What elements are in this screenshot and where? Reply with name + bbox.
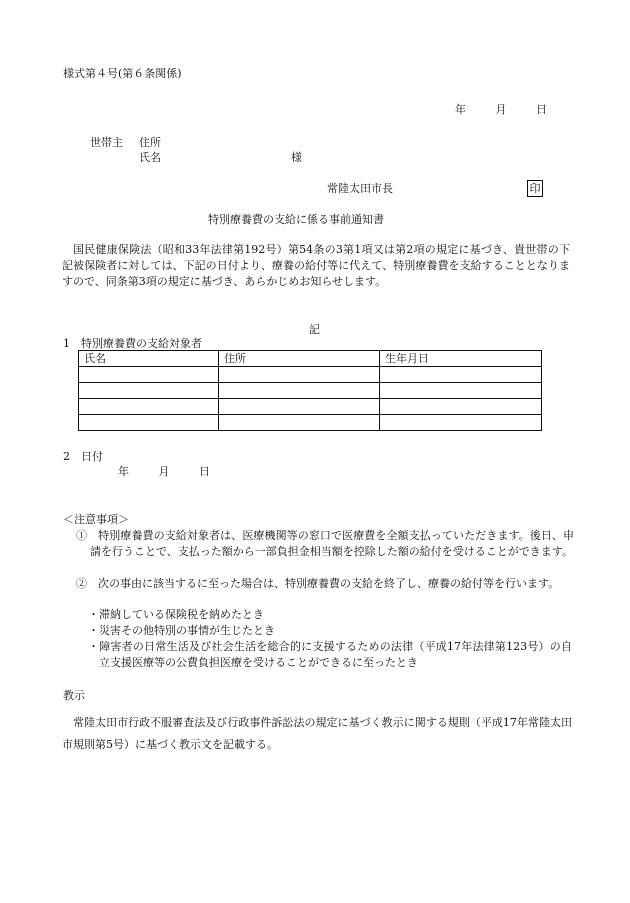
table-header-row [79, 351, 542, 367]
issue-date [455, 102, 547, 118]
table-cell [79, 399, 219, 415]
notes-item-2 [76, 576, 574, 592]
list-item: ・障害者の日常生活及び社会生活を総合的に支援するための法律（平成17年法律第123号）の自立支援医療等の公費負担医療を受けることができるに至ったとき [88, 640, 572, 669]
column-header-address: 住所 [219, 351, 380, 367]
notes-item-2-text: ② 次の事由に該当するに至った場合は、特別療養費の支給を終了し、療養の給付等を行います。 [76, 577, 560, 590]
seal-mark [527, 180, 543, 197]
table-cell [380, 367, 542, 383]
issuer-title: 常陸太田市長 [327, 182, 393, 195]
name-label: 氏名 [139, 151, 161, 164]
list-item: ・滞納している保険税を納めたとき [88, 608, 264, 621]
seal-icon: 印 [527, 180, 543, 197]
table-cell [380, 399, 542, 415]
table-cell [79, 415, 219, 431]
honorific: 様 [291, 151, 302, 164]
column-header-birthdate: 生年月日 [380, 351, 542, 367]
table-row [79, 383, 542, 399]
table-cell [79, 367, 219, 383]
table-cell [219, 367, 380, 383]
targets-table [78, 350, 542, 431]
issue-date-day: 日 [536, 103, 547, 116]
table-cell [79, 383, 219, 399]
effective-date-day: 日 [199, 465, 210, 478]
table-cell [380, 415, 542, 431]
table-row [79, 415, 542, 431]
issue-date-month: 月 [495, 103, 507, 116]
issue-date-year: 年 [455, 103, 466, 116]
instruction-text: 常陸太田市行政不服審査法及び行政事件訴訟法の規定に基づく教示に関する規則（平成17年常陸太田市規則第5号）に基づく教示文を記載する。 [62, 716, 572, 751]
table-cell [219, 399, 380, 415]
notes-heading: ＜注意事項＞ [63, 513, 129, 526]
table-row [79, 399, 542, 415]
body-paragraph: 国民健康保険法（昭和33年法律第192号）第54条の3第1項又は第2項の規定に基づき、貴世帯の下記被保険者に対しては、下記の日付より、療養の給付等に代えて、特別療養費を支給することとなりますので、同条第3項の規定に基づき、あらかじめお知らせします。 [62, 243, 570, 288]
effective-date-year: 年 [118, 465, 129, 478]
form-number: 様式第４号(第６条関係) [63, 67, 182, 80]
effective-date-month: 月 [158, 465, 170, 478]
household-head-label: 世帯主 [90, 136, 123, 149]
list-item: ・災害その他特別の事情が生じたとき [88, 624, 275, 637]
table-cell [380, 383, 542, 399]
address-label: 住所 [139, 136, 161, 149]
table-row [79, 367, 542, 383]
document-title: 特別療養費の支給に係る事前通知書 [208, 213, 384, 226]
instruction-heading: 教示 [63, 689, 85, 702]
effective-date [118, 464, 210, 480]
section1-title: 1 特別療養費の支給対象者 [63, 337, 202, 350]
notes-item-1-text: ① 特別療養費の支給対象者は、医療機関等の窓口で医療費を全額支払っていただきます。後日、申請を行うことで、支払った額から一部負担金相当額を控除した額の給付を受けることができます。 [76, 529, 574, 558]
section2-title: 2 日付 [63, 450, 103, 463]
ki-marker: 記 [309, 323, 320, 336]
notes-bullets [88, 607, 572, 671]
column-header-name: 氏名 [79, 351, 219, 367]
table-cell [219, 383, 380, 399]
notes-item-1 [76, 528, 574, 560]
table-cell [219, 415, 380, 431]
